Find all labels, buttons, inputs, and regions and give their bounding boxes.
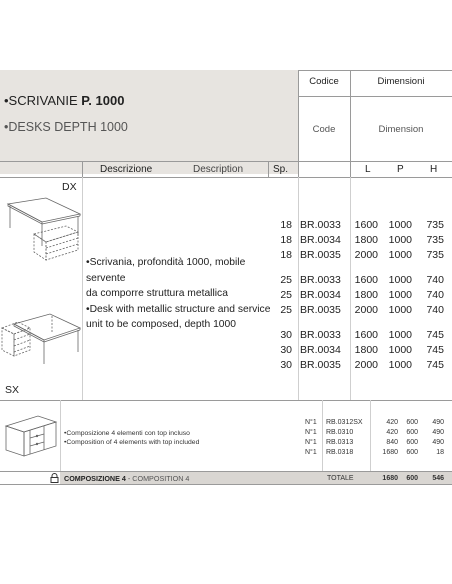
comp-qty: N°1	[305, 449, 317, 456]
lock-icon	[50, 473, 59, 483]
description-line: servente	[86, 272, 126, 284]
row-p: 1000	[388, 359, 412, 371]
composition-text-en: •Composition of 4 elements with top included	[64, 439, 200, 446]
row-l: 1800	[354, 344, 378, 356]
row-code: BR.0035	[300, 249, 341, 261]
row-sp: 18	[280, 234, 292, 246]
divider	[0, 177, 452, 178]
header-dimension: Dimension	[378, 124, 424, 135]
comp-h: 490	[432, 429, 444, 436]
row-code: BR.0033	[300, 219, 341, 231]
col-h: H	[430, 164, 438, 175]
row-sp: 25	[280, 304, 292, 316]
comp-p: 600	[406, 429, 418, 436]
divider	[0, 400, 452, 401]
col-p: P	[397, 164, 404, 175]
divider	[0, 484, 452, 485]
row-code: BR.0033	[300, 329, 341, 341]
row-l: 1600	[354, 219, 378, 231]
divider	[0, 161, 452, 162]
comp-h: 490	[432, 439, 444, 446]
description-line: •Desk with metallic structure and service	[86, 303, 271, 315]
header-codice: Codice	[309, 76, 339, 87]
row-l: 1600	[354, 329, 378, 341]
comp-code: RB.0313	[326, 439, 354, 446]
col-sp: Sp.	[273, 164, 289, 175]
col-descrizione: Descrizione	[100, 164, 153, 175]
divider	[82, 177, 83, 400]
row-code: BR.0033	[300, 274, 341, 286]
row-sp: 30	[280, 329, 292, 341]
row-h: 740	[426, 289, 444, 301]
comp-h: 490	[432, 419, 444, 426]
row-l: 1800	[354, 289, 378, 301]
row-h: 735	[426, 234, 444, 246]
row-h: 740	[426, 304, 444, 316]
comp-qty: N°1	[305, 439, 317, 446]
description-line: unit to be composed, depth 1000	[86, 319, 236, 330]
composition-footer-label: COMPOSIZIONE 4 - COMPOSITION 4	[64, 474, 190, 483]
comp-p: 600	[406, 439, 418, 446]
comp-p: 600	[406, 419, 418, 426]
comp-code: RB.0310	[326, 429, 354, 436]
desk-sx-drawing	[0, 306, 82, 376]
comp-h: 18	[436, 449, 444, 456]
row-p: 1000	[388, 289, 412, 301]
divider	[350, 177, 351, 400]
row-p: 1000	[388, 304, 412, 316]
comp-code: RB.0312SX	[326, 419, 363, 426]
row-code: BR.0034	[300, 344, 341, 356]
row-p: 1000	[388, 274, 412, 286]
divider	[298, 177, 299, 400]
sideboard-drawing	[4, 412, 58, 462]
row-l: 2000	[354, 304, 378, 316]
row-p: 1000	[388, 249, 412, 261]
row-h: 745	[426, 359, 444, 371]
divider	[298, 161, 299, 177]
row-h: 735	[426, 249, 444, 261]
row-code: BR.0034	[300, 234, 341, 246]
composition-text-it: •Composizione 4 elementi con top incluso	[64, 430, 190, 437]
row-code: BR.0034	[300, 289, 341, 301]
row-code: BR.0035	[300, 304, 341, 316]
comp-p: 600	[406, 449, 418, 456]
row-sp: 18	[280, 249, 292, 261]
row-p: 1000	[388, 329, 412, 341]
row-p: 1000	[388, 234, 412, 246]
comp-l: 840	[386, 439, 398, 446]
row-l: 2000	[354, 249, 378, 261]
comp-qty: N°1	[305, 429, 317, 436]
label-dx: DX	[62, 181, 77, 193]
row-sp: 30	[280, 344, 292, 356]
header-code: Code	[312, 124, 336, 135]
row-p: 1000	[388, 344, 412, 356]
row-sp: 25	[280, 274, 292, 286]
divider	[298, 70, 452, 71]
divider	[82, 161, 83, 177]
row-h: 735	[426, 219, 444, 231]
divider	[350, 161, 351, 177]
row-sp: 18	[280, 219, 292, 231]
row-sp: 30	[280, 359, 292, 371]
desk-dx-drawing	[4, 196, 82, 266]
description-line: •Scrivania, profondità 1000, mobile	[86, 257, 246, 268]
total-l: 1680	[382, 475, 398, 482]
col-l: L	[365, 164, 371, 175]
comp-l: 420	[386, 429, 398, 436]
totale-label: TOTALE	[327, 475, 354, 482]
comp-l: 420	[386, 419, 398, 426]
description-line: da comporre struttura metallica	[86, 288, 228, 299]
divider	[0, 471, 452, 472]
row-l: 1800	[354, 234, 378, 246]
header-dimensioni: Dimensioni	[377, 76, 425, 87]
row-l: 2000	[354, 359, 378, 371]
row-h: 745	[426, 329, 444, 341]
title-english: •DESKS DEPTH 1000	[4, 120, 128, 134]
comp-code: RB.0318	[326, 449, 354, 456]
comp-qty: N°1	[305, 419, 317, 426]
row-h: 740	[426, 274, 444, 286]
label-sx: SX	[5, 384, 20, 396]
comp-l: 1680	[382, 449, 398, 456]
row-p: 1000	[388, 219, 412, 231]
row-l: 1600	[354, 274, 378, 286]
row-h: 745	[426, 344, 444, 356]
row-sp: 25	[280, 289, 292, 301]
title-italian: •SCRIVANIE P. 1000	[4, 93, 125, 108]
divider	[268, 161, 269, 177]
divider	[298, 96, 452, 97]
row-code: BR.0035	[300, 359, 341, 371]
total-h: 546	[432, 475, 444, 482]
col-description: Description	[193, 164, 244, 175]
total-p: 600	[406, 475, 418, 482]
